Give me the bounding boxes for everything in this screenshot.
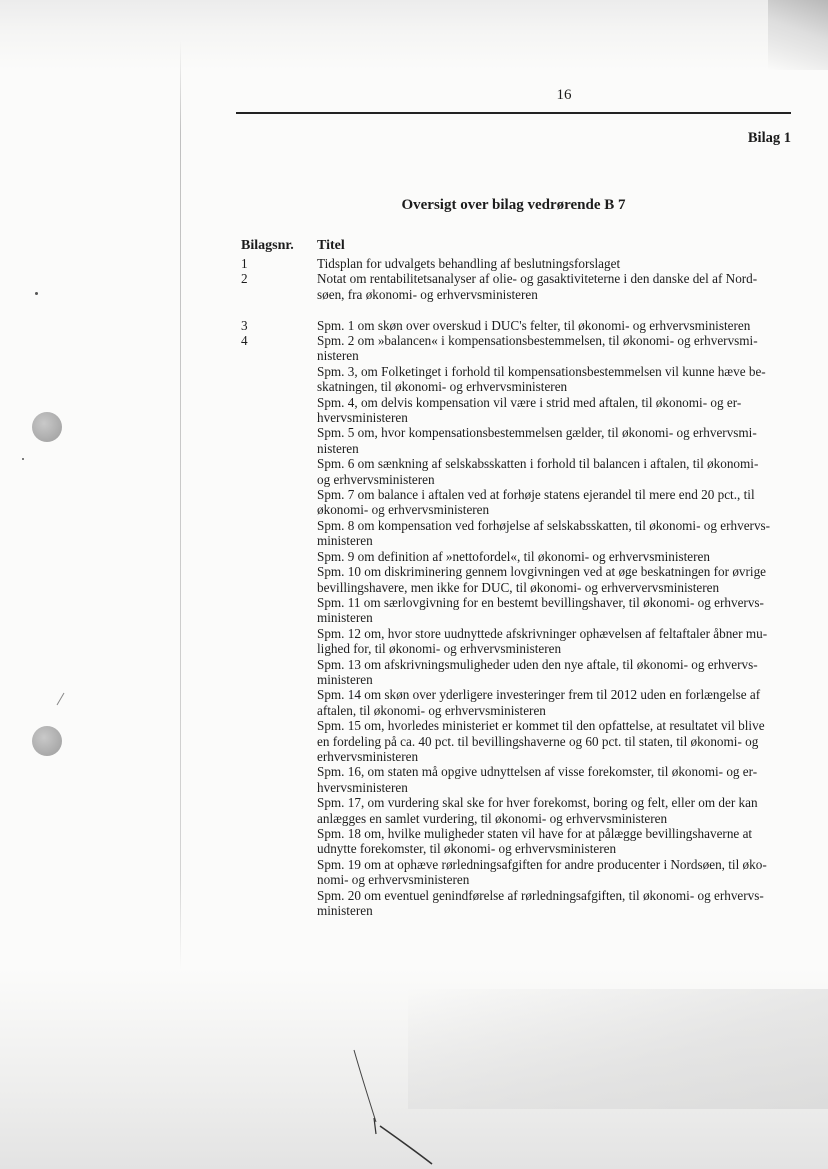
list-item [241, 395, 791, 426]
appendix-title [317, 318, 791, 333]
scan-speck [57, 693, 65, 706]
appendix-number [241, 456, 317, 487]
appendix-title-line: Spm. 2 om »balancen« i kompensationsbestemmelsen, til økonomi- og erhvervsmi- [317, 333, 758, 349]
appendix-title [317, 718, 791, 764]
list-item [241, 764, 791, 795]
list-item [241, 857, 791, 888]
appendix-title [317, 764, 791, 795]
appendix-title [317, 795, 791, 826]
appendix-title [317, 256, 791, 271]
appendix-title-line: Tidsplan for udvalgets behandling af beslutningsforslaget [317, 256, 621, 271]
scan-speck [35, 292, 38, 295]
appendix-title-line: aftalen, til økonomi- og erhvervsministeren [317, 702, 546, 718]
appendix-title-line: Spm. 13 om afskrivningsmuligheder uden den nye aftale, til økonomi- og erhvervs- [317, 656, 758, 672]
list-item [241, 518, 791, 549]
list-item [241, 364, 791, 395]
list-item [241, 626, 791, 657]
appendix-list [241, 256, 791, 918]
appendix-title-line: ministeren [317, 903, 373, 919]
list-item [241, 657, 791, 688]
appendix-title [317, 687, 791, 718]
appendix-title-line: anlægges en samlet vurdering, til økonomi- og erhvervsministeren [317, 810, 668, 826]
appendix-title-line: Spm. 14 om skøn over yderligere investeringer frem til 2012 uden en forlængelse af [317, 687, 761, 703]
appendix-title-line: udnytte forekomster, til økonomi- og erhvervsministeren [317, 841, 617, 857]
appendix-title-line: Spm. 8 om kompensation ved forhøjelse af selskabsskatten, til økonomi- og erhvervs- [317, 517, 771, 533]
appendix-number [241, 549, 317, 564]
appendix-title-line: Spm. 4, om delvis kompensation vil være i strid med aftalen, til økonomi- og er- [317, 394, 742, 410]
appendix-title [317, 333, 791, 364]
appendix-title [317, 826, 791, 857]
appendix-number: 3 [241, 317, 248, 333]
appendix-title-line: erhvervsministeren [317, 748, 419, 764]
column-header-title: Titel [317, 238, 345, 253]
list-item [241, 425, 791, 456]
appendix-title-line [317, 302, 791, 317]
appendix-label: Bilag 1 [747, 130, 791, 146]
appendix-title-line: Spm. 17, om vurdering skal ske for hver forekomst, boring og felt, eller om der kan [317, 795, 758, 811]
appendix-number: 2 [241, 271, 248, 287]
appendix-title [317, 518, 791, 549]
list-item [241, 456, 791, 487]
appendix-title-line: Spm. 7 om balance i aftalen ved at forhøje statens ejerandel til mere end 20 pct., til [317, 487, 755, 503]
appendix-number [241, 395, 317, 426]
appendix-number [241, 718, 317, 764]
list-item [241, 564, 791, 595]
appendix-title-line: Notat om rentabilitetsanalyser af olie- og gasaktiviteterne i den danske del af Nord- [317, 271, 758, 287]
appendix-number [241, 888, 317, 919]
appendix-title-line: nisteren [317, 348, 359, 364]
appendix-title-line: Spm. 9 om definition af »nettofordel«, til økonomi- og erhvervsministeren [317, 548, 710, 564]
list-item [241, 549, 791, 564]
appendix-number [241, 302, 317, 317]
punch-hole-lower [32, 726, 62, 756]
appendix-title [317, 425, 791, 456]
list-item [241, 718, 791, 764]
appendix-title-line: hvervsministeren [317, 779, 408, 795]
scan-shading-corner [768, 0, 828, 70]
appendix-title-line: skatningen, til økonomi- og erhvervsministeren [317, 379, 568, 395]
appendix-title [317, 595, 791, 626]
punch-hole-upper [32, 412, 62, 442]
list-item [241, 795, 791, 826]
appendix-title-line: Spm. 1 om skøn over overskud i DUC's felter, til økonomi- og erhvervsministeren [317, 317, 751, 333]
appendix-number [241, 364, 317, 395]
appendix-title [317, 395, 791, 426]
appendix-title-line: en fordeling på ca. 40 pct. til bevillingshaverne og 60 pct. til staten, til økonomi- og [317, 733, 759, 749]
scan-shading-top [0, 0, 828, 70]
list-item [241, 318, 791, 333]
appendix-title-line: Spm. 10 om diskriminering gennem lovgivningen ved at øge beskatningen for øvrige [317, 564, 767, 580]
appendix-number [241, 826, 317, 857]
list-item [241, 826, 791, 857]
appendix-number [241, 626, 317, 657]
appendix-title-line: Spm. 18 om, hvilke muligheder staten vil have for at pålægge bevillingshaverne at [317, 826, 753, 842]
list-item [241, 302, 791, 317]
list-item [241, 256, 791, 271]
appendix-title-line: Spm. 11 om særlovgivning for en bestemt bevillingshaver, til økonomi- og erhvervs- [317, 594, 764, 610]
appendix-title [317, 302, 791, 317]
header-rule [236, 112, 791, 114]
appendix-number: 4 [241, 333, 248, 349]
appendix-number [241, 764, 317, 795]
appendix-title-line: Spm. 20 om eventuel genindførelse af rørledningsafgiften, til økonomi- og erhvervs- [317, 887, 764, 903]
appendix-title [317, 564, 791, 595]
scan-speck [22, 458, 24, 460]
appendix-title-line: ministeren [317, 610, 373, 626]
appendix-title [317, 271, 791, 302]
appendix-title-line: Spm. 3, om Folketinget i forhold til kompensationsbestemmelsen vil kunne hæve be- [317, 363, 766, 379]
appendix-number [241, 564, 317, 595]
appendix-title-line: søen, fra økonomi- og erhvervsministeren [317, 286, 538, 302]
appendix-title [317, 456, 791, 487]
appendix-title-line: Spm. 12 om, hvor store uudnyttede afskrivninger ophævelsen af feltaftaler åbner mu- [317, 625, 768, 641]
appendix-title-line: ministeren [317, 533, 373, 549]
list-item [241, 595, 791, 626]
appendix-number: 1 [241, 256, 248, 271]
list-item [241, 271, 791, 302]
appendix-title-line: bevillingshavere, men ikke for DUC, til økonomi- og erhververvsministeren [317, 579, 720, 595]
page-number [0, 87, 828, 104]
scan-scratch-mark [352, 1048, 442, 1168]
appendix-title-line: lighed for, til økonomi- og erhvervsministeren [317, 641, 562, 657]
appendix-title [317, 888, 791, 919]
appendix-title-line: nisteren [317, 440, 359, 456]
appendix-title-line: Spm. 16, om staten må opgive udnyttelsen af visse forekomster, til økonomi- og er- [317, 764, 758, 780]
appendix-title-line: økonomi- og erhvervsministeren [317, 502, 490, 518]
appendix-title-line: nomi- og erhvervsministeren [317, 872, 470, 888]
list-item [241, 333, 791, 364]
appendix-title-line: Spm. 6 om sænkning af selskabsskatten i forhold til balancen i aftalen, til økonomi- [317, 456, 759, 472]
appendix-title-line: Spm. 19 om at ophæve rørledningsafgiften for andre producenter i Nordsøen, til øko- [317, 856, 767, 872]
appendix-number [241, 518, 317, 549]
appendix-title [317, 364, 791, 395]
appendix-number [241, 487, 317, 518]
document-title: Oversigt over bilag vedrørende B 7 [401, 197, 626, 213]
appendix-number [241, 687, 317, 718]
appendix-title [317, 487, 791, 518]
appendix-title [317, 657, 791, 688]
appendix-title-line: og erhvervsministeren [317, 471, 435, 487]
appendix-title-line: hvervsministeren [317, 410, 408, 426]
appendix-number [241, 595, 317, 626]
appendix-title-line: Spm. 15 om, hvorledes ministeriet er kommet til den opfattelse, at resultatet vil blive [317, 718, 765, 734]
appendix-title [317, 857, 791, 888]
appendix-number [241, 857, 317, 888]
appendix-title-line: ministeren [317, 671, 373, 687]
scan-shading-bottom-right [408, 989, 828, 1109]
appendix-number [241, 425, 317, 456]
list-item [241, 888, 791, 919]
paper-edge-line [180, 40, 181, 970]
column-header-number: Bilagsnr. [241, 238, 294, 253]
appendix-number [241, 657, 317, 688]
appendix-number [241, 795, 317, 826]
page-number-text: 16 [556, 87, 572, 103]
list-item [241, 487, 791, 518]
appendix-title [317, 549, 791, 564]
list-item [241, 687, 791, 718]
appendix-title-line: Spm. 5 om, hvor kompensationsbestemmelsen gælder, til økonomi- og erhvervsmi- [317, 425, 757, 441]
appendix-title [317, 626, 791, 657]
